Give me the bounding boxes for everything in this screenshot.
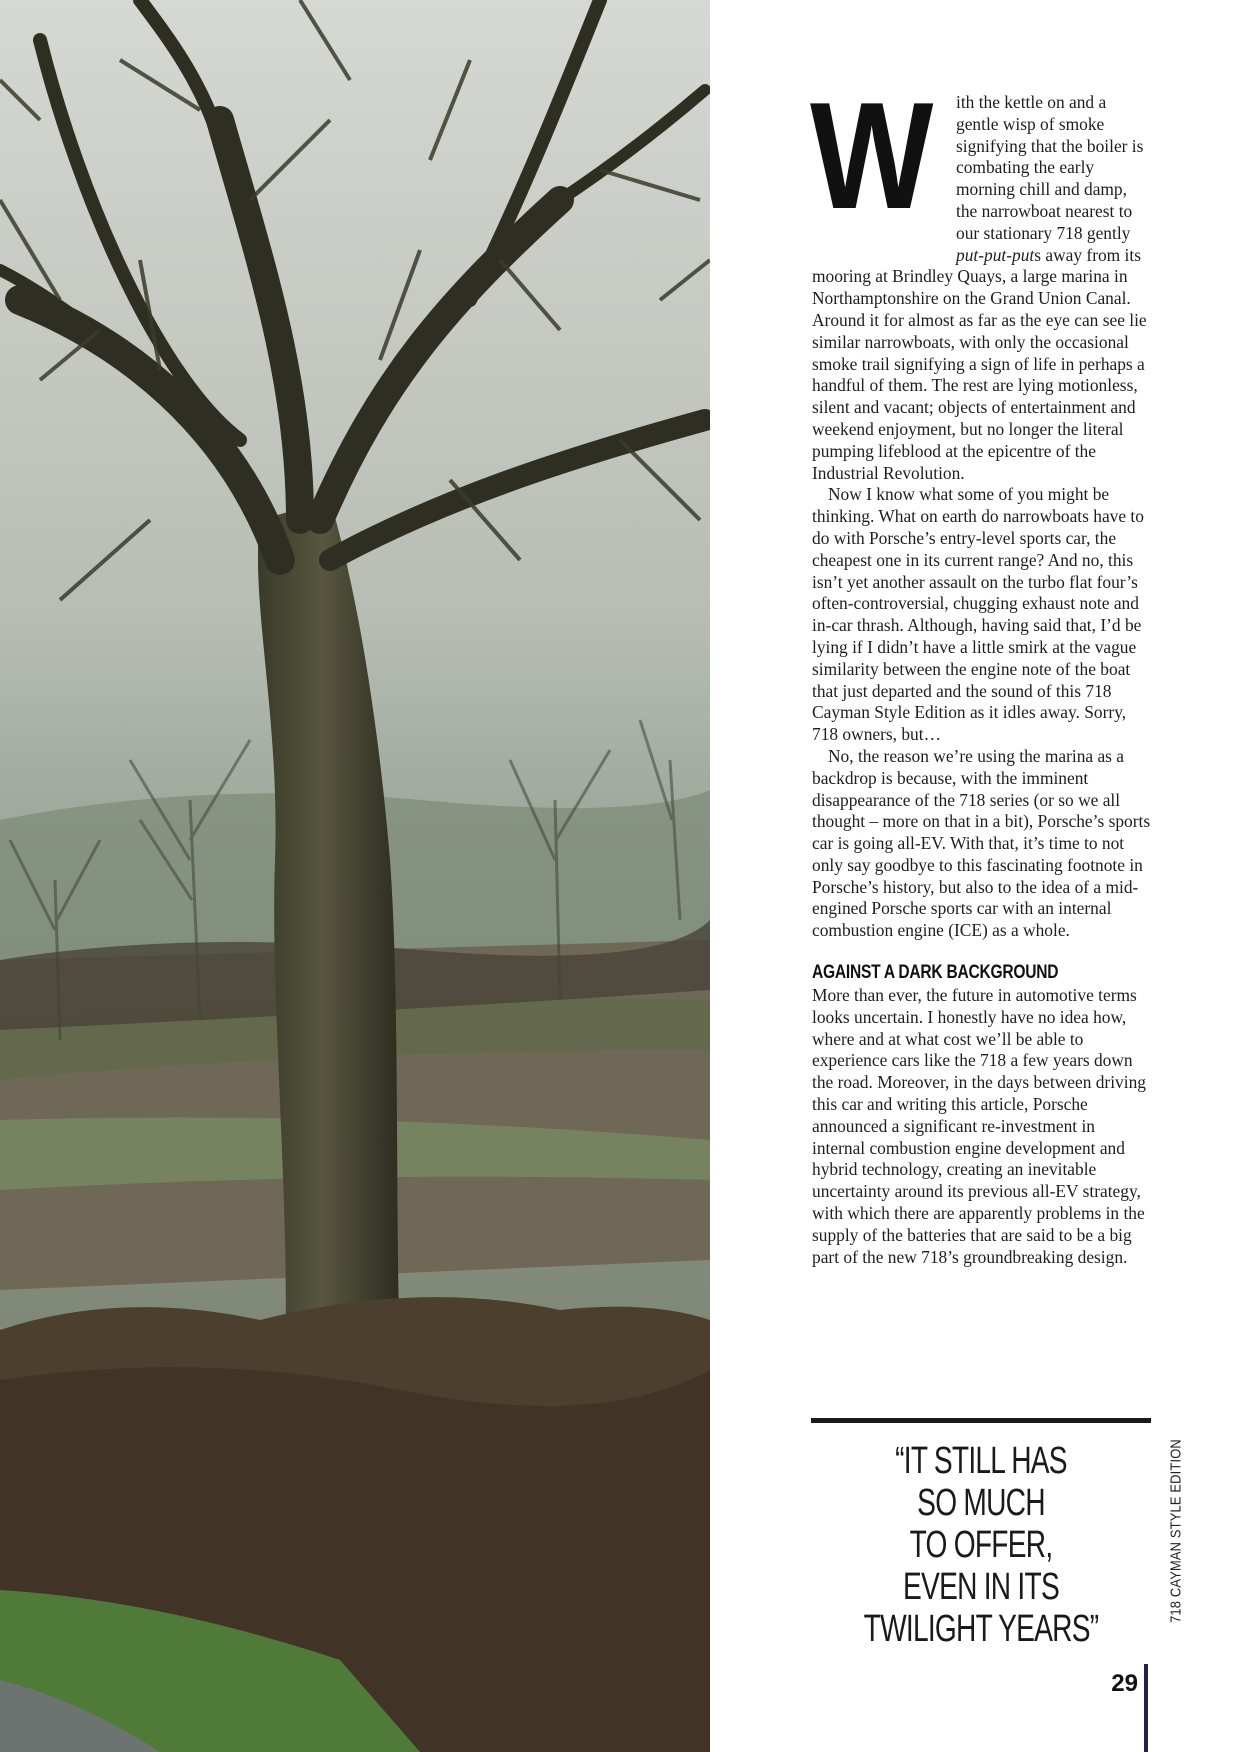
paragraph-3: No, the reason we’re using the marina as a backdrop is because, with the imminent disappearance of the 718 series (or so we all thought – more on that in a bit), Porsche’s sports car is going all-EV. With that, it’s time to not only say goodbye to this fascinating footnote in Porsche’s history, but also to the idea of a mid-engined Porsche sports car with an internal combustion engine (ICE) as a whole. <box>812 745 1151 941</box>
folio-bar <box>1144 1664 1148 1752</box>
article-body <box>810 71 1152 1268</box>
pull-quote <box>811 1440 1151 1650</box>
pullquote-line: TWILIGHT YEARS” <box>863 1608 1099 1650</box>
drop-cap: W <box>810 71 929 241</box>
running-title-text: 718 CAYMAN STYLE EDITION <box>1167 1439 1185 1623</box>
paragraph-4: More than ever, the future in automotive terms looks uncertain. I honestly have no idea how, where and at what cost we’ll be able to experience cars like the 718 a few years down the road. Moreover, in the days between driving this car and writing this article, Porsche announced a significant re-investment in internal combustion engine development and hybrid technology, creating an inevitable uncertainty around its previous all-EV strategy, with which there are apparently problems in the supply of the batteries that are said to be a big part of the new 718’s groundbreaking design. <box>812 985 1146 1267</box>
pullquote-line: SO MUCH <box>917 1482 1045 1524</box>
page-number: 29 <box>1111 1670 1138 1697</box>
pullquote-rule <box>811 1418 1151 1423</box>
running-title <box>1164 1439 1188 1623</box>
paragraph-1-italic: put-put-put <box>956 244 1035 265</box>
section-subhead: AGAINST A DARK BACKGROUND <box>812 962 1059 984</box>
pullquote-line: “IT STILL HAS <box>895 1440 1067 1482</box>
paragraph-2: Now I know what some of you might be thinking. What on earth do narrowboats have to do with Porsche’s entry-level sports car, the cheapest one in its current range? And no, this isn’t yet another assault on the turbo flat four’s often-controversial, chugging exhaust note and in-car thrash. Although, having said that, I’d be lying if I didn’t have a little smirk at the vague similarity between the engine note of the boat that just departed and the sound of this 718 Cayman Style Edition as it idles away. Sorry, 718 owners, but… <box>812 484 1144 745</box>
pullquote-line: EVEN IN ITS <box>903 1566 1059 1608</box>
paragraph-1-rest: s away from its mooring at Brindley Quays, a large marina in Northamptonshire on the Grand Union Canal. Around it for almost as far as the eye can see lie similar narrowboats, with only the occasional smoke trail signifying a sign of life in perhaps a handful of them. The rest are lying motionless, silent and vacant; objects of entertainment and weekend enjoyment, but no longer the literal pumping lifeblood at the epicentre of the Industrial Revolution. <box>812 244 1147 483</box>
pullquote-line: TO OFFER, <box>909 1524 1053 1566</box>
paragraph-1-lead: ith the kettle on and a gentle wisp of smoke signifying that the boiler is combating the early morning chill and damp, the narrowboat nearest to our stationary 718 gently <box>956 92 1144 243</box>
